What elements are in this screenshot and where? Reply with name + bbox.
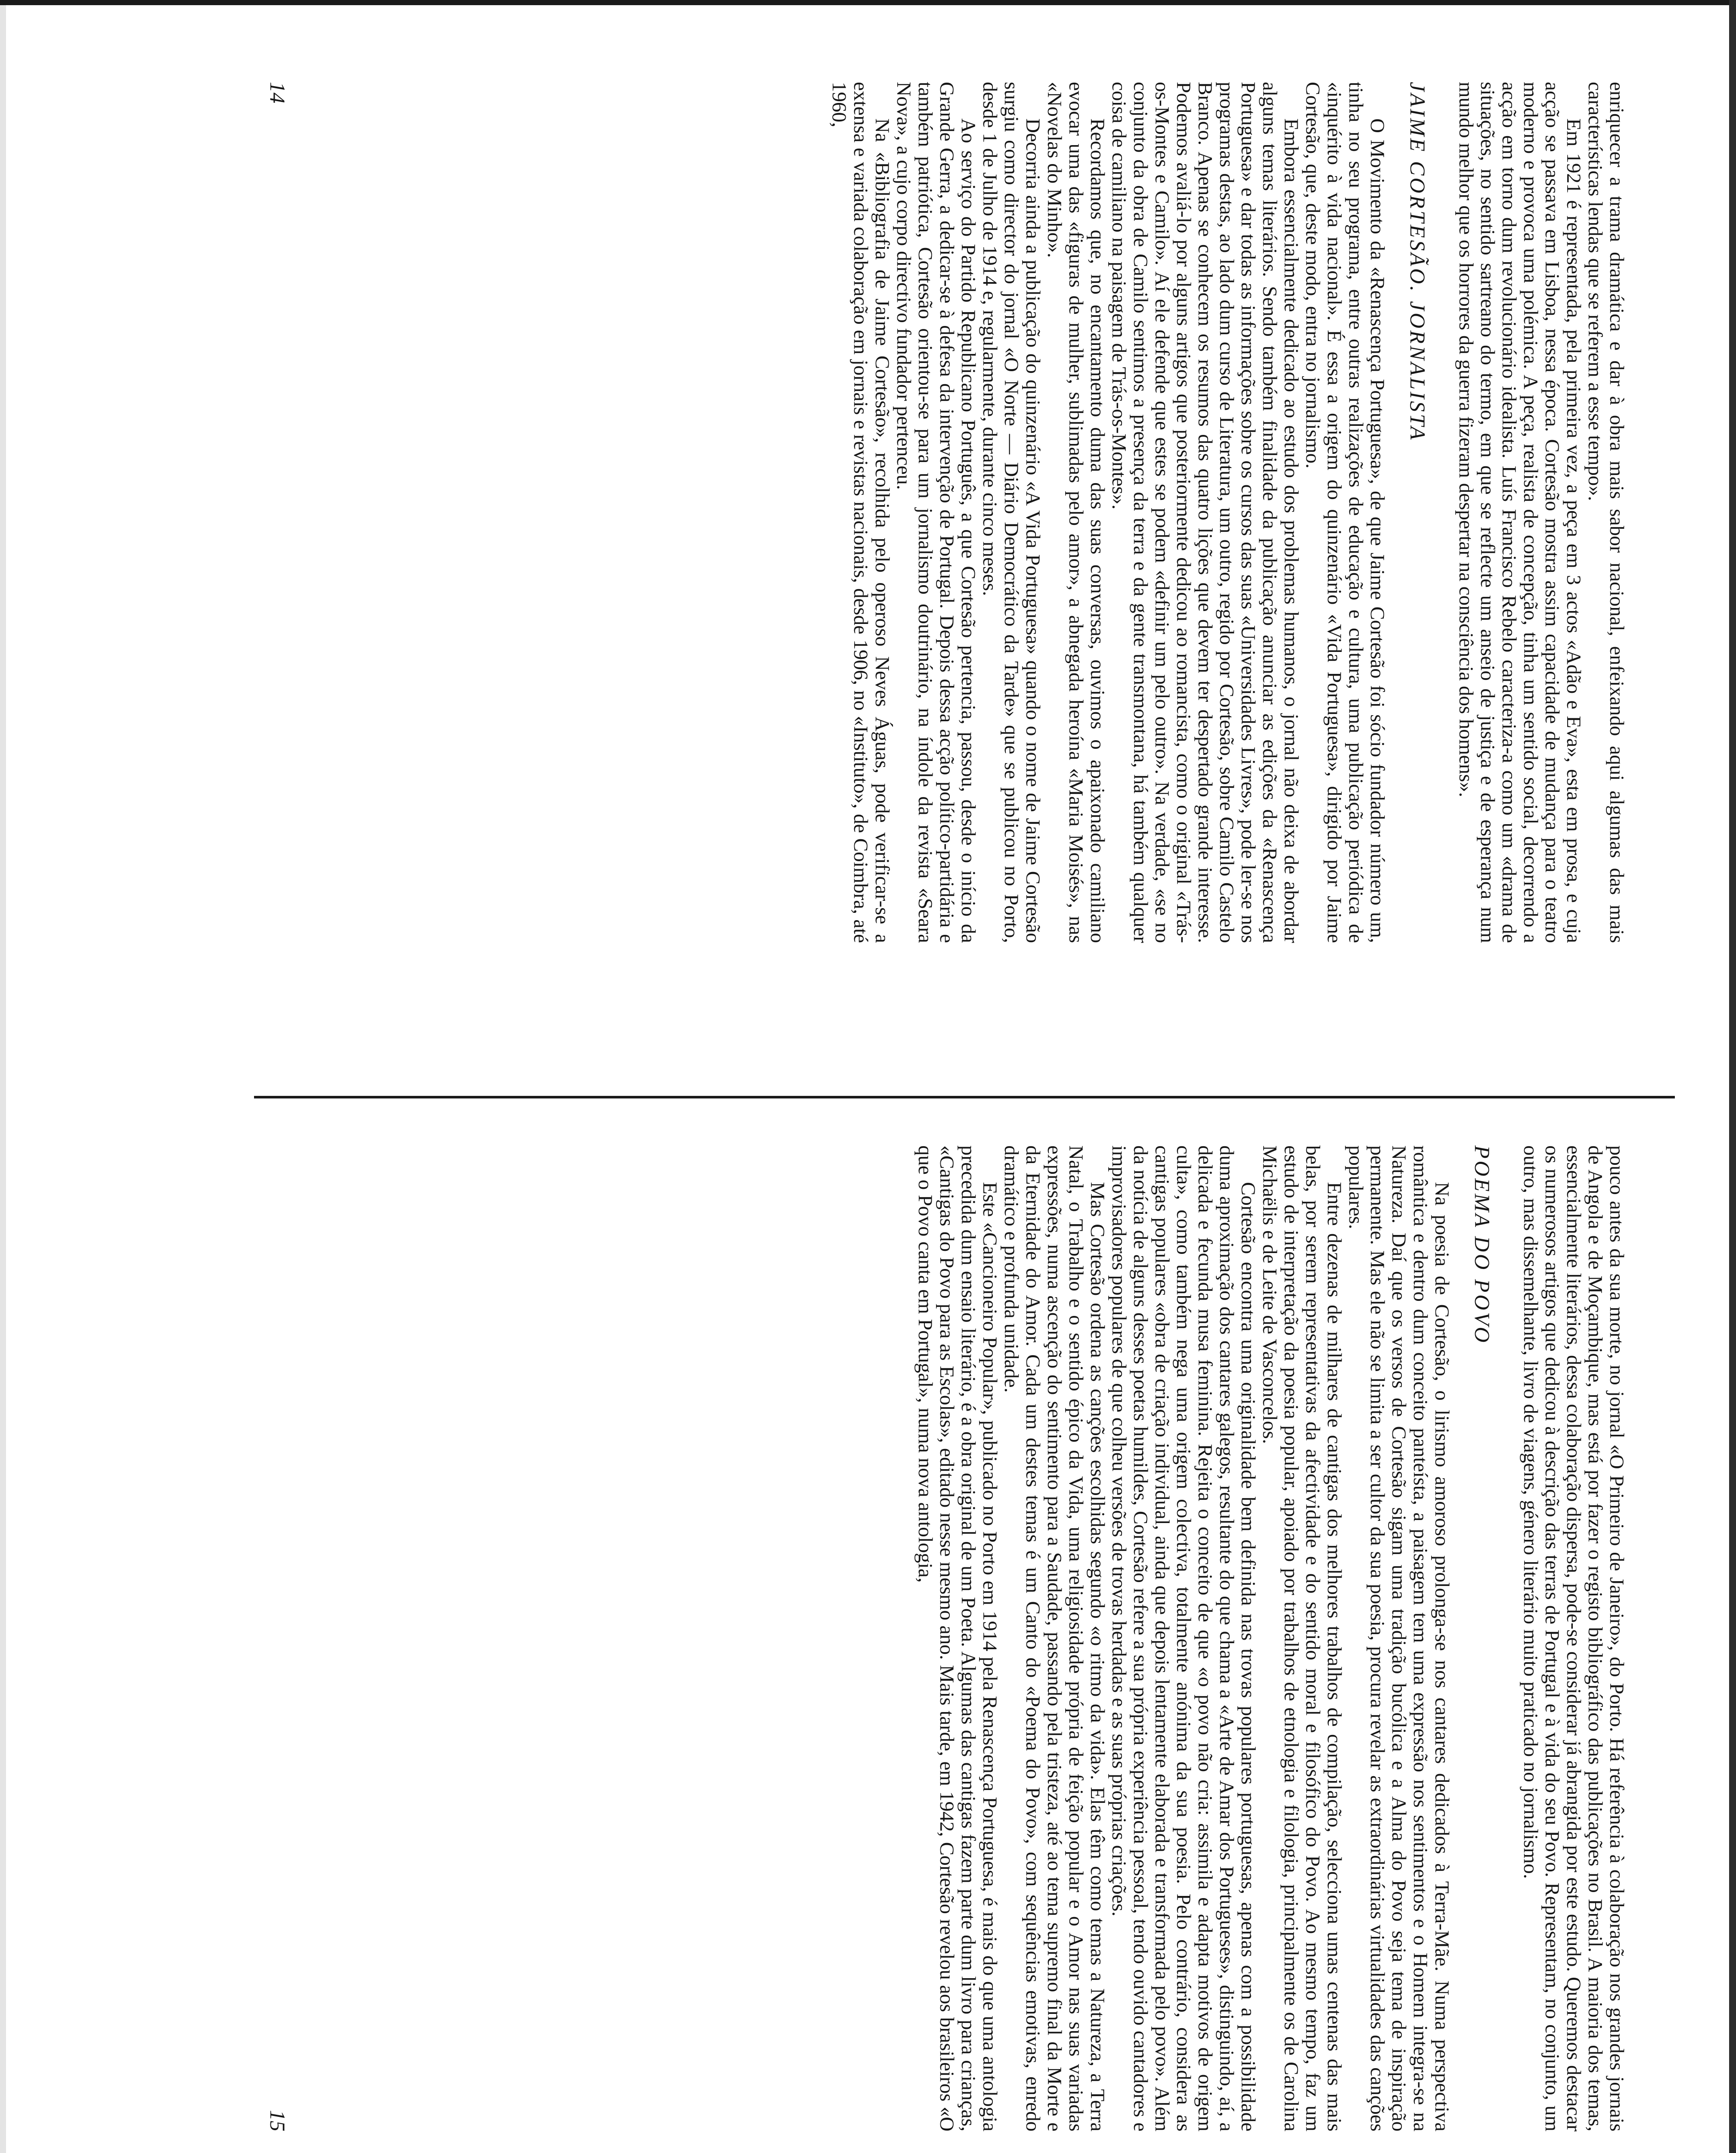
scan-right-edge: [1729, 0, 1736, 2153]
paragraph: pouco antes da sua morte, no jornal «O Primeiro de Janeiro», do Porto. Há referência à colaboração nos grandes jornais de Angola e de Moçambique, mas está por fazer o registo bibliográfico das publicações no Brasil. A maioria dos temas, essencialmente literários, dessa colaboração dispersa, pode-se considerar já abrangida por este estudo. Queremos destacar os numerosos artigos que dedicou à descrição das terras de Portugal e à vida do seu Povo. Representam, no conjunto, um outro, mas dissemelhante, livro de viagens, género literário muito praticado no jornalismo.: [1519, 1145, 1628, 2131]
paragraph: Na «Bibliografia de Jaime Cortesão», recolhida pelo operoso Neves Águas, pode verificar-se a extensa e variada colaboração em jornais e revistas nacionais, desde 1906, no «Instituto», de Coimbra, até 1960,: [828, 82, 893, 943]
paragraph: Na poesia de Cortesão, o lirismo amoroso prolonga-se nos cantares dedicados à Terra-Mãe. Numa perspectiva romântica e dentro dum conceito panteísta, a paisagem tem uma expressão nos sentimentos e o Homem integra-se na Natureza. Daí que os versos de Cortesão sigam uma tradição bucólica e a Alma do Povo seja tema de inspiração permanente. Mas ele não se limita a ser cultor da sua poesia, procura revelar as extraordinárias virtualidades das canções populares.: [1345, 1145, 1453, 2131]
paragraph: Recordamos que, no encantamento duma das suas conversas, ouvimos o apaixonado camiliano evocar uma das «figuras de mulher, sublimadas pelo amor», a abnegada heroína «Maria Moisés», nas «Novelas do Minho».: [1043, 82, 1109, 943]
page-number: 14: [266, 82, 290, 103]
section-heading-poema-do-povo: POEMA DO POVO: [1470, 1145, 1494, 1345]
page-14-rotated-text-block: [258, 82, 1628, 943]
page-15-rotated-text-block: [258, 1145, 1628, 2131]
section-heading-jornalista: JAIME CORTESÃO. JORNALISTA: [1406, 82, 1430, 442]
paragraph: Mas Cortesão ordena as canções escolhidas segundo «o ritmo da vida». Elas têm como temas a Natureza, a Terra Natal, o Trabalho e o sentido épico da Vida, uma religiosidade própria de feição popular e o Amor nas suas variadas expressões, numa ascenção do sentimento para a Saudade, passando pela tristeza, até ao tema supremo final da Morte e da Eternidade do Amor. Cada um destes temas é um Canto do «Poema do Povo», com sequências emotivas, enredo dramático e profunda unidade.: [1000, 1145, 1109, 2131]
paragraph: Este «Cancioneiro Popular», publicado no Porto em 1914 pela Renascença Portuguesa, é mais do que uma antologia precedida dum ensaio literário, é a obra original de um Poeta. Algumas das cantigas fazem parte dum livro para crianças, «Cantigas do Povo para as Escolas», editado nesse mesmo ano. Mais tarde, em 1942, Cortesão revelou aos brasileiros «O que o Povo canta em Portugal», numa nova antologia,: [914, 1145, 1001, 2131]
paragraph: Cortesão encontra uma originalidade bem definida nas trovas populares portuguesas, apenas com a possibilidade duma aproximação dos cantares galegos, resultante do que chama a «Arte de Amar dos Portugueses», distinguindo, aí, a delicada e fecunda musa feminina. Rejeita o conceito de que «o povo não cria: assimila e adapta motivos de origem culta», como também nega uma origem colectiva, totalmente anónima da sua poesia. Pelo contrário, considera as cantigas populares «obra de criação individual, ainda que depois lentamente elaborada e transformada pelo povo». Além da notícia de alguns desses poetas humildes, Cortesão refere a sua própria experiência pessoal, tendo ouvido cantadores e improvisadores populares de que colheu versões de trovas herdadas e as suas próprias criações.: [1108, 1145, 1259, 2131]
paragraph: Ao serviço do Partido Republicano Português, a que Cortesão pertencia, passou, desde o início da Grande Gerra, a dedicar-se à defesa da intervenção de Portugal. Depois dessa acção político-partidária e também patriótica, Cortesão orientou-se para um jornalismo doutrinário, na índole da revista «Seara Nova», a cujo corpo directivo fundador pertenceu.: [893, 82, 980, 943]
paragraph: Embora essencialmente dedicado ao estudo dos problemas humanos, o jornal não deixa de abordar alguns temas literários. Sendo também finalidade da publicação anunciar as edições da «Renascença Portuguesa» e dar todas as informações sobre os cursos das suas «Universidades Livres», pode ler-se nos programas destas, ao lado dum curso de Literatura, um outro, regido por Cortesão, sobre Camilo Castelo Branco. Apenas se conhecem os resumos das quatro lições que devem ter despertado grande interesse. Podemos avaliá-lo por alguns artigos que posteriormente dedicou ao romancista, como o original «Trás-os-Montes e Camilo». Aí ele defende que estes se podem «definir um pelo outro». Na verdade, «se no conjunto da obra de Camilo sentimos a presença da terra e da gente transmontana, há também qualquer coisa de camiliano na paisagem de Trás-os-Montes».: [1108, 82, 1302, 943]
page-divider-line: [254, 1096, 1675, 1098]
page-number: 15: [266, 2110, 290, 2131]
paragraph: Entre dezenas de milhares de cantigas dos melhores trabalhos de compilação, selecciona umas centenas das mais belas, por serem representativas da afectividade e do sentido moral e filosófico do Povo. Ao mesmo tempo, faz um estudo de interpretação da poesia popular, apoiado por trabalhos de etnologia e filologia, principalmente os de Carolina Michaëlis e de Leite de Vasconcelos.: [1259, 1145, 1345, 2131]
paragraph: O Movimento da «Renascença Portuguesa», de que Jaime Cortesão foi sócio fundador número um, tinha no seu programa, entre outras realizações de educação e cultura, uma publicação periódica de «inquérito à vida nacional». É essa a origem do quinzenário «Vida Portuguesa», dirigido por Jaime Cortesão, que, deste modo, entra no jornalismo.: [1302, 82, 1389, 943]
scan-left-shadow: [0, 0, 6, 2153]
paragraph: Em 1921 é representada, pela primeira vez, a peça em 3 actos «Adão e Eva», esta em prosa, e cuja acção se passava em Lisboa, nessa época. Cortesão mostra assim capacidade de mudança para o teatro moderno e provoca uma polémica. A peça, realista de concepção, tinha um sentido social, decorrendo a acção em torno dum revolucionário idealista. Luís Francisco Rebelo caracteriza-a como um «drama de situações, no sentido sartreano do termo, em que se reflecte um anseio de justiça e de esperança num mundo melhor que os horrores da guerra fizeram despertar na consciência dos homens».: [1455, 82, 1585, 943]
paragraph: Decorria ainda a publicação do quinzenário «A Vida Portuguesa» quando o nome de Jaime Cortesão surgiu como director do jornal «O Norte — Diário Democrático da Tarde» que se publicou no Porto, desde 1 de Julho de 1914 e, regularmente, durante cinco meses.: [979, 82, 1044, 943]
paragraph: enriquecer a trama dramática e dar à obra mais sabor nacional, enfeixando aqui algumas das mais características lendas que se referem a esse tempo».: [1584, 82, 1628, 943]
scan-top-edge: [0, 0, 1736, 5]
